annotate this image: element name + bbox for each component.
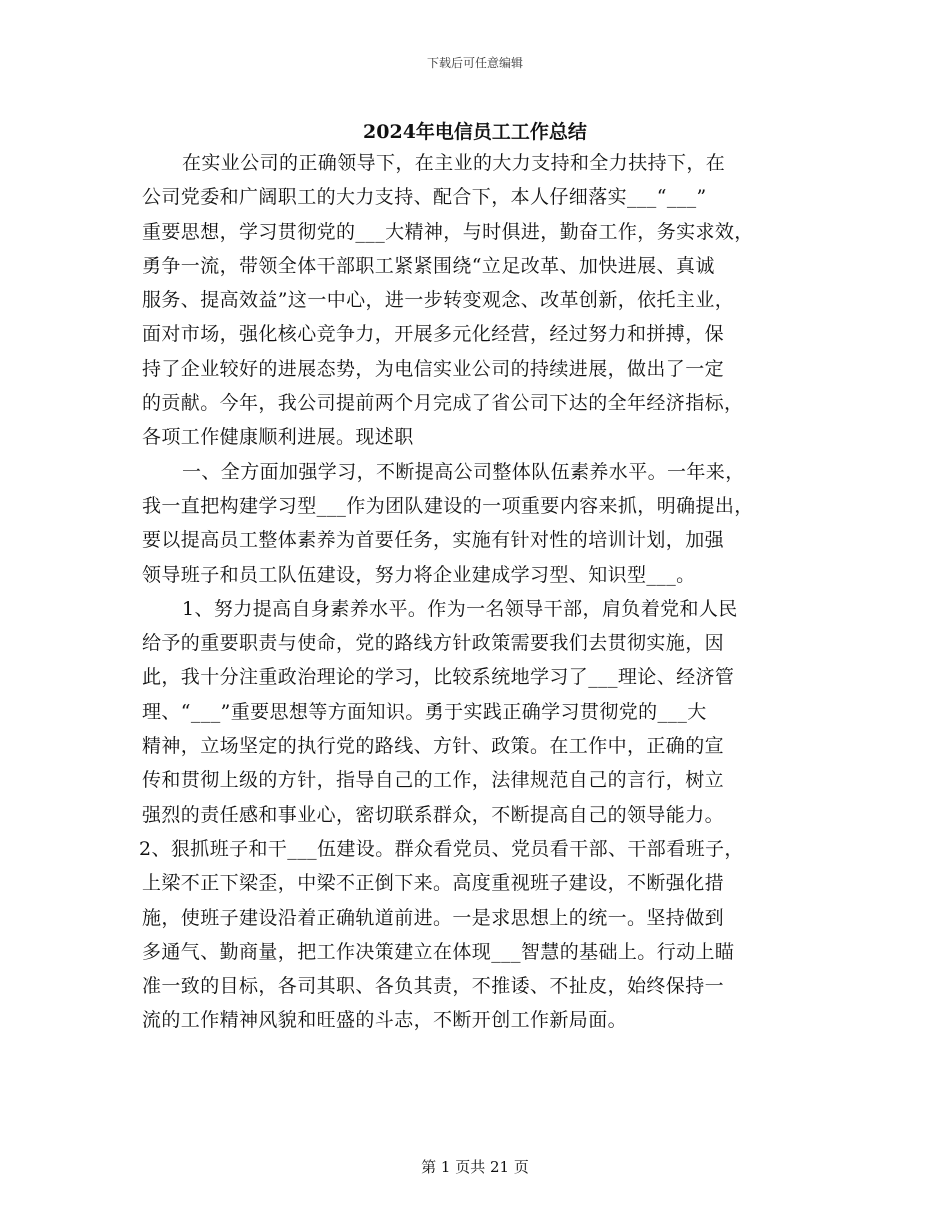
body-line: 持了企业较好的进展态势，为电信实业公司的持续进展，做出了一定 xyxy=(142,357,725,380)
body-line: 上梁不正下梁歪，中梁不正倒下来。高度重视班子建设，不断强化措 xyxy=(142,872,725,895)
body-line: 要以提高员工整体素养为首要任务，实施有针对性的培训计划，加强 xyxy=(142,529,725,552)
body-line: 施，使班子建设沿着正确轨道前进。一是求思想上的统一。坚持做到 xyxy=(142,906,725,929)
document-title: 2024年电信员工工作总结 xyxy=(363,121,587,143)
body-line: 公司党委和广阔职工的大力支持、配合下，本人仔细落实___“___” xyxy=(142,186,707,209)
body-line: 理、“___”重要思想等方面知识。勇于实践正确学习贯彻党的___大 xyxy=(142,700,707,723)
body-line: 一、全方面加强学习，不断提高公司整体队伍素养水平。一年来， xyxy=(182,460,745,483)
body-line: 面对市场，强化核心竞争力，开展多元化经营，经过努力和拼搏，保 xyxy=(142,323,725,346)
body-line: 准一致的目标，各司其职、各负其责，不推诿、不扯皮，始终保持一 xyxy=(142,975,725,998)
body-line: 流的工作精神风貌和旺盛的斗志，不断开创工作新局面。 xyxy=(142,1009,628,1032)
body-line: 的贡献。今年，我公司提前两个月完成了省公司下达的全年经济指标， xyxy=(142,392,744,415)
page-footer: 第 1 页共 21 页 xyxy=(421,1158,529,1176)
body-line: 我一直把构建学习型___作为团队建设的一项重要内容来抓，明确提出， xyxy=(142,494,754,517)
body-line: 2、狠抓班子和干___伍建设。群众看党员、党员看干部、干部看班子， xyxy=(139,837,744,860)
body-line: 此，我十分注重政治理论的学习，比较系统地学习了___理论、经济管 xyxy=(142,666,735,689)
body-line: 在实业公司的正确领导下，在主业的大力支持和全力扶持下，在 xyxy=(182,152,726,174)
body-line: 给予的重要职责与使命，党的路线方针政策需要我们去贯彻实施，因 xyxy=(142,632,725,655)
body-line: 各项工作健康顺利进展。现述职 xyxy=(142,426,414,449)
document-body xyxy=(139,146,822,1038)
body-line: 领导班子和员工队伍建设，努力将企业建成学习型、知识型___。 xyxy=(142,563,696,586)
body-line: 勇争一流，带领全体干部职工紧紧围绕“立足改革、加快进展、真诚 xyxy=(142,254,715,277)
body-line: 服务、提高效益”这一中心，进一步转变观念、改革创新，依托主业， xyxy=(142,289,735,312)
body-line: 重要思想，学习贯彻党的___大精神，与时俱进，勤奋工作，务实求效， xyxy=(142,220,754,243)
page-header: 下载后可任意编辑 xyxy=(426,56,523,70)
body-line: 精神，立场坚定的执行党的路线、方针、政策。在工作中，正确的宣 xyxy=(142,735,725,758)
body-line: 传和贯彻上级的方针，指导自己的工作，法律规范自己的言行，树立 xyxy=(142,769,725,792)
body-line: 1、努力提高自身素养水平。作为一名领导干部，肩负着党和人民 xyxy=(182,597,738,620)
body-line: 强烈的责任感和事业心，密切联系群众，不断提高自己的领导能力。 xyxy=(142,803,725,826)
body-line: 多通气、勤商量，把工作决策建立在体现___智慧的基础上。行动上瞄 xyxy=(142,940,735,963)
